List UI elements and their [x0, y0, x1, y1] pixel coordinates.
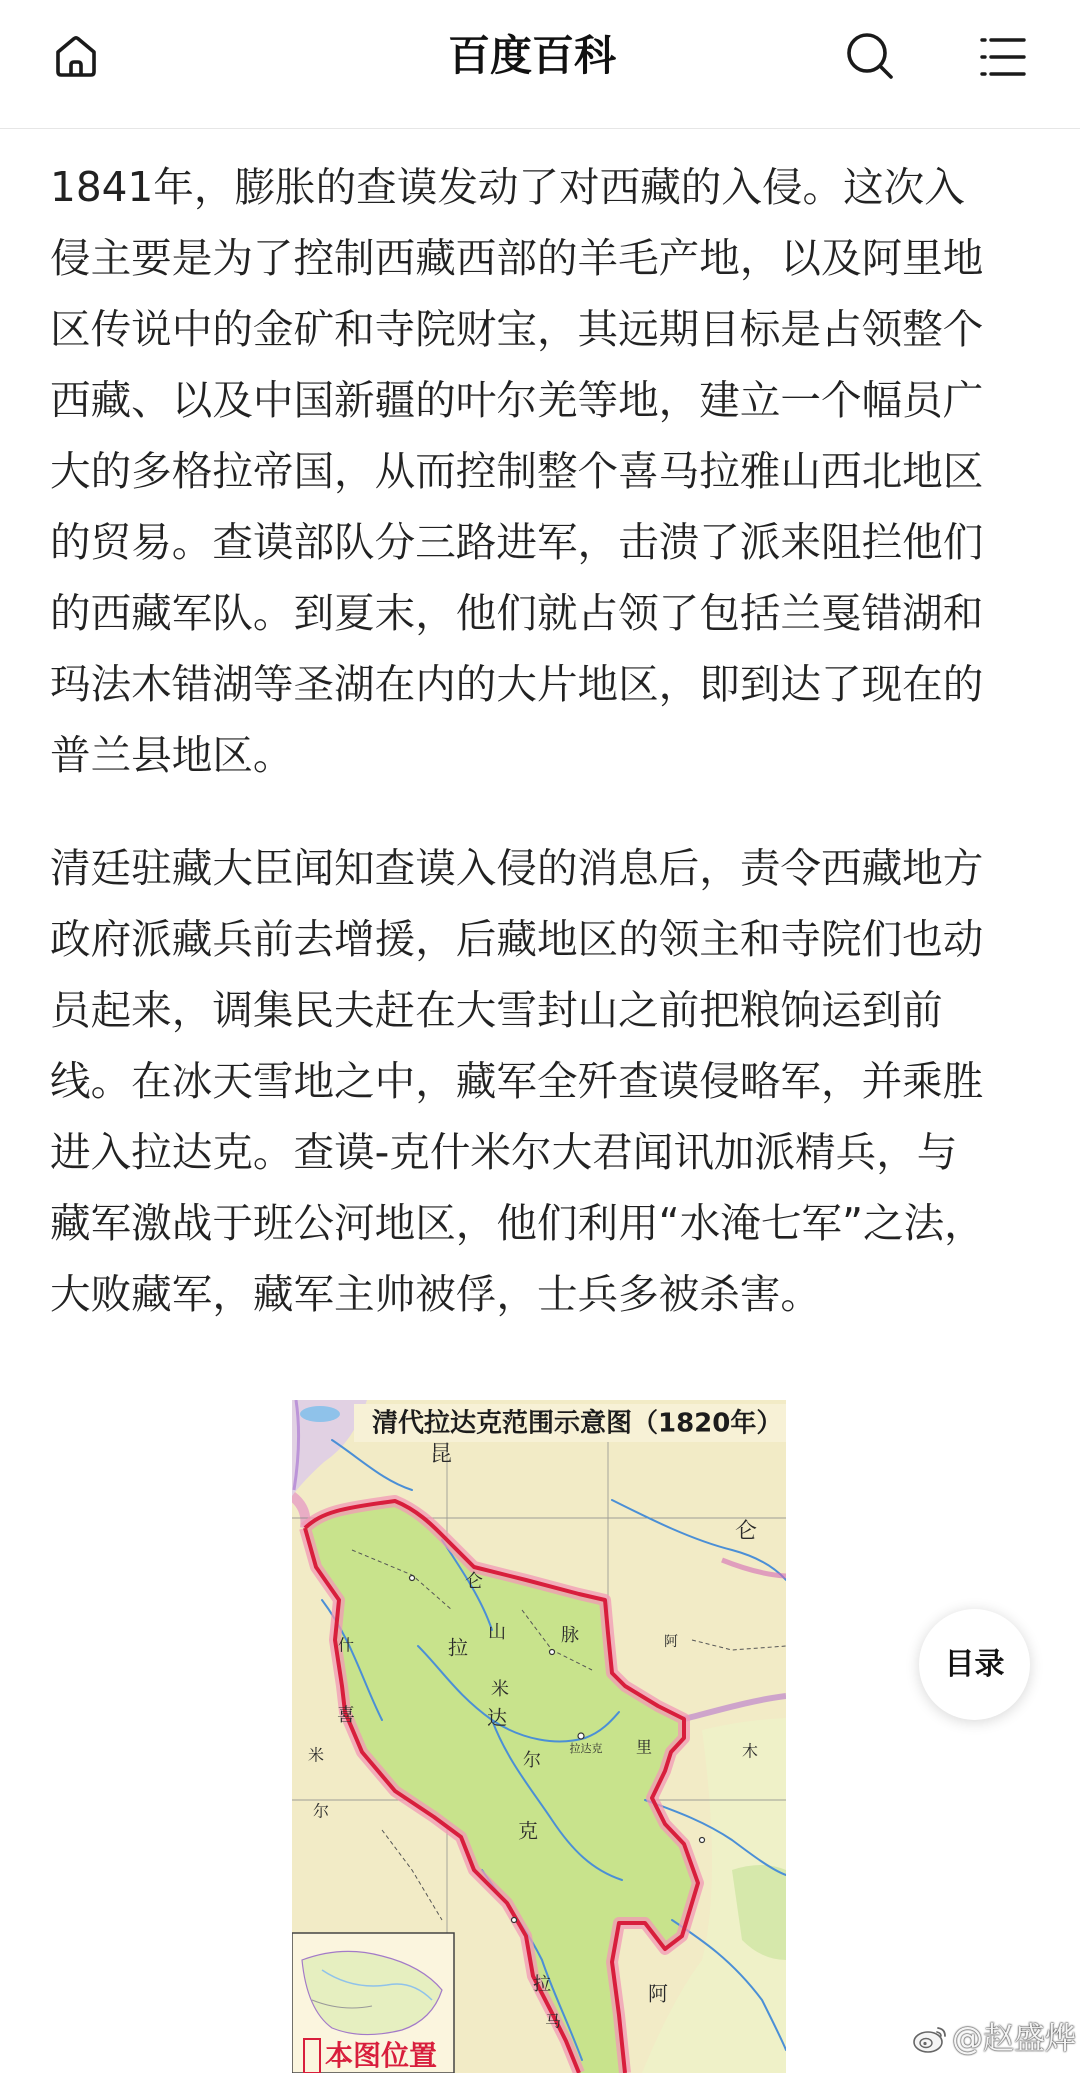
- weibo-icon: [912, 2024, 948, 2054]
- map-label: 拉: [448, 1635, 468, 1660]
- map-label: 里: [635, 1737, 653, 1757]
- map-label: 木: [741, 1741, 759, 1761]
- paragraph-line: 政府派藏兵前去增援，后藏地区的领主和寺院们也动: [50, 915, 984, 963]
- map-label: 克: [518, 1818, 538, 1843]
- paragraph-line: 普兰县地区。: [50, 731, 294, 779]
- paragraph-line: 侵主要是为了控制西藏西部的羊毛产地，以及阿里地: [50, 234, 984, 282]
- map-image: [292, 1400, 786, 2073]
- map-label: 达: [487, 1705, 507, 1730]
- paragraph-line: 玛法木错湖等圣湖在内的大片地区，即到达了现在的: [50, 660, 984, 708]
- paragraph-line: 清廷驻藏大臣闻知查谟入侵的消息后，责令西藏地方: [50, 844, 984, 892]
- map-label: 马: [544, 2011, 562, 2031]
- locator-inset: [292, 1933, 454, 2073]
- map-label: 喜: [337, 1705, 355, 1726]
- inset-label: 本图位置: [325, 2039, 438, 2072]
- map-title: 清代拉达克范围示意图（1820年）: [372, 1408, 783, 1439]
- map-figure[interactable]: [292, 1400, 786, 2073]
- site-title: 百度百科: [448, 31, 617, 80]
- paragraph-line: 的贸易。查谟部队分三路进军，击溃了派来阻拦他们: [50, 518, 984, 566]
- article-paragraph-1: [50, 152, 1040, 791]
- paragraph-line: 员起来，调集民夫赶在大雪封山之前把粮饷运到前: [50, 986, 943, 1034]
- map-label: 山: [488, 1622, 506, 1643]
- paragraph-line: 大败藏军，藏军主帅被俘，士兵多被杀害。: [50, 1270, 821, 1318]
- search-button[interactable]: [845, 31, 895, 81]
- top-bar: [0, 0, 1080, 129]
- map-label: 仑: [465, 1571, 483, 1592]
- map-label: 仑: [734, 1519, 758, 1544]
- map-lake: [300, 1406, 340, 1422]
- map-label: 阿: [664, 1634, 678, 1650]
- paragraph-line: 线。在冰天雪地之中，藏军全歼查谟侵略军，并乘胜: [50, 1057, 984, 1105]
- paragraph-line: 的西藏军队。到夏末，他们就占领了包括兰戛错湖和: [50, 589, 984, 637]
- menu-button[interactable]: [979, 36, 1027, 78]
- map-label: 拉: [533, 1974, 551, 1995]
- paragraph-line: 进入拉达克。查谟-克什米尔大君闻讯加派精兵，与: [50, 1128, 958, 1176]
- home-button[interactable]: [52, 32, 100, 80]
- map-label: 米: [491, 1679, 509, 1700]
- home-icon: [52, 32, 100, 80]
- map-label: 米: [307, 1745, 325, 1765]
- map-label: 阿: [648, 1981, 668, 2006]
- watermark: [912, 2019, 1076, 2059]
- map-label: 尔: [312, 1801, 330, 1821]
- paragraph-line: 西藏、以及中国新疆的叶尔羌等地，建立一个幅员广: [50, 376, 984, 424]
- map-label: 拉达克: [569, 1742, 603, 1755]
- search-icon: [845, 31, 895, 81]
- list-menu-icon: [979, 36, 1027, 78]
- map-label: 脉: [561, 1625, 579, 1646]
- map-label: 昆: [429, 1442, 453, 1467]
- map-label: 尔: [523, 1750, 541, 1771]
- paragraph-line: 1841年，膨胀的查谟发动了对西藏的入侵。这次入: [50, 163, 965, 211]
- paragraph-line: 大的多格拉帝国，从而控制整个喜马拉雅山西北地区: [50, 447, 984, 495]
- map-label: 什: [337, 1635, 355, 1655]
- toc-button-label: 目录: [944, 1646, 1005, 1682]
- article-paragraph-2: [50, 833, 1040, 1330]
- paragraph-line: 区传说中的金矿和寺院财宝，其远期目标是占领整个: [50, 305, 984, 353]
- watermark-text: @赵盛烨: [952, 2021, 1076, 2057]
- paragraph-line: 藏军激战于班公河地区，他们利用“水淹七军”之法，: [50, 1199, 985, 1247]
- toc-button[interactable]: [919, 1609, 1030, 1720]
